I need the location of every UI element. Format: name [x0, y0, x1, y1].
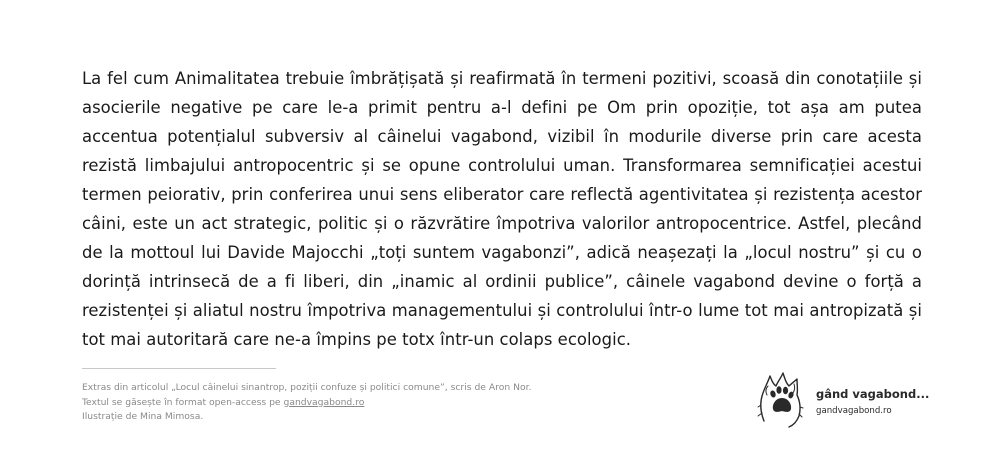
credits-access-line: [82, 396, 531, 411]
brand-name: gând vagabond...: [816, 387, 930, 401]
brand-block: [756, 371, 956, 431]
credits-illustration-line: Ilustrație de Mina Mimosa.: [82, 411, 204, 422]
brand-url: gandvagabond.ro: [816, 406, 892, 416]
credits-source-line: Extras din articolul „Locul câinelui sinantrop, poziții confuze și politici comune”, scris de Aron Nor.: [82, 382, 532, 393]
credits-access-text: Textul se găsește în format open-access pe: [82, 396, 284, 408]
footnote-divider: [82, 368, 276, 369]
dog-paw-icon: [756, 371, 804, 429]
website-link[interactable]: gandvagabond.ro: [283, 396, 365, 408]
quote-paragraph: La fel cum Animalitatea trebuie îmbrățișată și reafirmată în termeni pozitivi, scoasă din conotațiile și asocierile negative pe care le-a primit pentru a-l defini pe Om prin opoziție, tot așa am putea accentua potențialul subversiv al câinelui vagabond, vizibil în modurile diverse prin care acesta rezistă limbajului antropocentric și se opune controlului uman. Transformarea semnificației acestui termen peiorativ, prin conferirea unui sens eliberator care reflectă agentivitatea și rezistența acestor câini, este un act strategic, politic și o răzvrătire împotriva valorilor antropocentrice. Astfel, plecând de la mottoul lui Davide Majocchi „toți suntem vagabonzi”, adică neașezați la „locul nostru” și cu o dorință intrinsecă de a fi liberi, din „inamic al ordinii publice”, câinele vagabond devine o forță a rezistenței și aliatul nostru împotriva managementului și controlului într-o lume tot mai antropizată și tot mai autoritară care ne-a împins pe totx într-un colaps ecologic.: [82, 69, 922, 349]
credits: [82, 381, 531, 425]
